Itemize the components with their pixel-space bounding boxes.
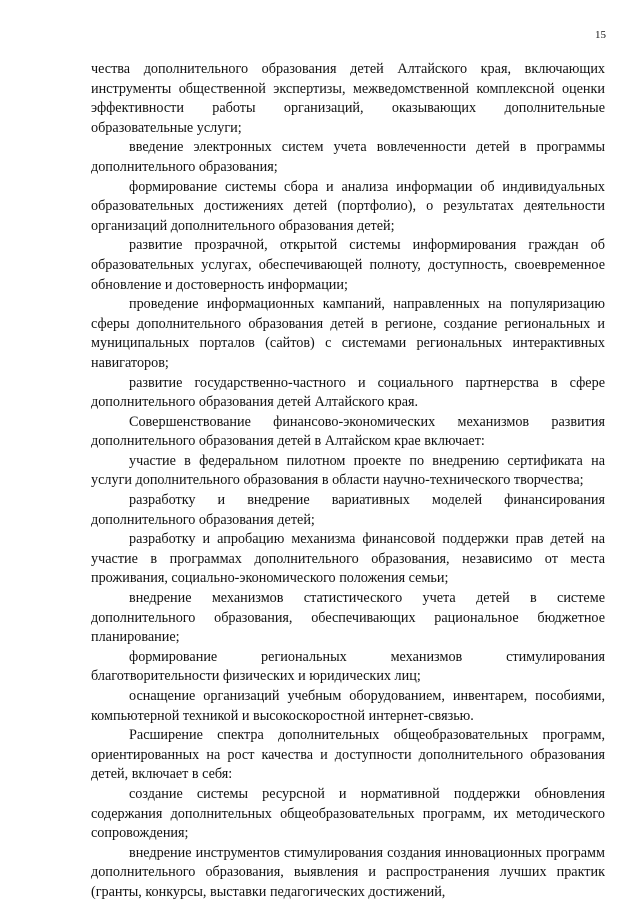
paragraph: введение электронных систем учета вовлеченности детей в программы дополнительного образования; xyxy=(91,139,605,175)
paragraph: формирование системы сбора и анализа информации об индивидуальных образовательных достижениях детей (портфолио), о результатах деятельности организаций дополнительного образования детей; xyxy=(91,178,605,234)
paragraph: Совершенствование финансово-экономических механизмов развития дополнительного образования детей в Алтайском крае включает: xyxy=(91,413,605,450)
paragraph: Расширение спектра дополнительных общеобразовательных программ, ориентированных на рост качества и доступности дополнительного образования детей, включает в себя: xyxy=(91,727,605,783)
page-number: 15 xyxy=(595,29,606,41)
document-body xyxy=(91,60,605,903)
paragraph: разработку и внедрение вариативных моделей финансирования дополнительного образования детей; xyxy=(91,492,605,528)
paragraph: оснащение организаций учебным оборудованием, инвентарем, пособиями, компьютерной техникой и высокоскоростной интернет-связью. xyxy=(91,688,605,724)
paragraph: создание системы ресурсной и нормативной поддержки обновления содержания дополнительных общеобразовательных программ, их методического сопровождения; xyxy=(91,785,605,842)
paragraph: внедрение механизмов статистического учета детей в системе дополнительного образования, обеспечивающих рациональное бюджетное планирование; xyxy=(91,590,605,646)
paragraph: внедрение инструментов стимулирования создания инновационных программ дополнительного образования, выявления и распространения лучших практик (гранты, конкурсы, выставки педагогических достижений, xyxy=(91,844,605,900)
paragraph: развитие государственно-частного и социального партнерства в сфере дополнительного образования детей Алтайского края. xyxy=(91,374,605,411)
paragraph: развитие прозрачной, открытой системы информирования граждан об образовательных услугах, обеспечивающей полноту, доступность, своевременное обновление и достоверность информации; xyxy=(91,237,605,293)
paragraph: формирование региональных механизмов стимулирования благотворительности физических и юридических лиц; xyxy=(91,648,605,685)
paragraph-continuation: чества дополнительного образования детей Алтайского края, включающих инструменты общественной экспертизы, межведомственной комплексной оценки эффективности работы организаций, оказывающих дополнительные образовательные услуги; xyxy=(91,61,605,136)
paragraph: проведение информационных кампаний, направленных на популяризацию сферы дополнительного образования детей в регионе, создание региональных и муниципальных порталов (сайтов) с системами региональных интерактивных навигаторов; xyxy=(91,296,605,371)
paragraph: разработку и апробацию механизма финансовой поддержки прав детей на участие в программах дополнительного образования, независимо от места проживания, социально-экономического положения семьи; xyxy=(91,531,605,587)
paragraph: участие в федеральном пилотном проекте по внедрению сертификата на услуги дополнительного образования в области научно-технического творчества; xyxy=(91,452,605,489)
